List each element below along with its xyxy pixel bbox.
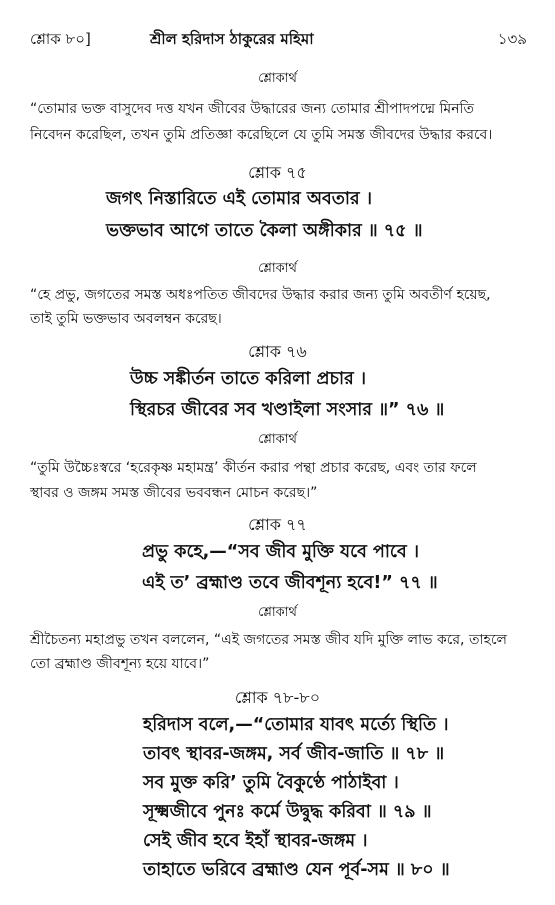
header-page-number: ১৩৯ bbox=[497, 30, 527, 48]
verse-label: শ্লোক ৭৫ bbox=[248, 163, 307, 182]
verse-line: সূক্ষ্মজীবে পুনঃ কর্মে উদ্বুদ্ধ করিবা ॥ ৭৯ ॥ bbox=[143, 802, 432, 822]
translation-label: শ্লোকার্থ bbox=[258, 71, 297, 86]
translation-line: তো ব্রহ্মাণ্ড জীবশূন্য হয়ে যাবে।” bbox=[30, 656, 210, 672]
verse-label: শ্লোক ৭৬ bbox=[248, 342, 307, 361]
translation-line: শ্রীচৈতন্য মহাপ্রভু তখন বললেন, “এই জগতের সমস্ত জীব যদি মুক্তি লাভ করে, তাহলে bbox=[30, 632, 507, 648]
translation-line: তাই তুমি ভক্তভাব অবলম্বন করেছ। bbox=[30, 311, 222, 327]
translation-line: “তোমার ভক্ত বাসুদেব দত্ত যখন জীবের উদ্ধারের জন্য তোমার শ্রীপাদপদ্মে মিনতি bbox=[30, 101, 475, 117]
verse-line: ভক্তভাব আগে তাতে কৈলা অঙ্গীকার ॥ ৭৫ ॥ bbox=[106, 221, 423, 241]
verse-line: হরিদাস বলে,—“তোমার যাবৎ মর্ত্যে স্থিতি । bbox=[143, 715, 449, 735]
verse-line: স্থিরচর জীবের সব খণ্ডাইলা সংসার ॥” ৭৬ ॥ bbox=[130, 400, 445, 420]
translation-line: নিবেদন করেছিল, তখন তুমি প্রতিজ্ঞা করেছিলে যে তুমি সমস্ত জীবদের উদ্ধার করবে। bbox=[30, 127, 493, 143]
verse-label: শ্লোক ৭৮-৮০ bbox=[234, 688, 321, 707]
header-verse-ref: শ্লোক ৮০] bbox=[30, 30, 91, 48]
verse-line: এই ত’ ব্রহ্মাণ্ড তবে জীবশূন্য হবে!” ৭৭ ॥ bbox=[142, 573, 438, 593]
verse-line: তাবৎ স্থাবর-জঙ্গম, সর্ব জীব-জাতি ॥ ৭৮ ॥ bbox=[143, 744, 445, 764]
verse-line: জগৎ নিস্তারিতে এই তোমার অবতার । bbox=[106, 189, 372, 209]
translation-label: শ্লোকার্থ bbox=[258, 432, 297, 447]
translation-label: শ্লোকার্থ bbox=[258, 261, 297, 276]
verse-line: তাহাতে ভরিবে ব্রহ্মাণ্ড যেন পূর্ব-সম ॥ ৮০ ॥ bbox=[143, 860, 450, 880]
translation-line: “তুমি উচ্চৈঃস্বরে ‘হরেকৃষ্ণ মহামন্ত্র’ কীর্তন করার পন্থা প্রচার করেছ, এবং তার ফলে bbox=[30, 460, 477, 476]
header-chapter-title: শ্রীল হরিদাস ঠাকুরের মহিমা bbox=[150, 30, 314, 48]
translation-line: “হে প্রভু, জগতের সমস্ত অধঃপতিত জীবদের উদ্ধার করার জন্য তুমি অবতীর্ণ হয়েছ, bbox=[30, 287, 491, 303]
verse-line: প্রভু কহে,—“সব জীব মুক্তি যবে পাবে । bbox=[142, 542, 420, 562]
verse-line: উচ্চ সঙ্কীর্তন তাতে করিলা প্রচার । bbox=[130, 369, 367, 389]
verse-line: সব মুক্ত করি’ তুমি বৈকুণ্ঠে পাঠাইবা । bbox=[143, 773, 399, 793]
verse-line: সেই জীব হবে ইহাঁ স্থাবর-জঙ্গম । bbox=[143, 831, 368, 851]
translation-label: শ্লোকার্থ bbox=[258, 605, 297, 620]
translation-line: স্থাবর ও জঙ্গম সমস্ত জীবের ভববন্ধন মোচন করেছ।” bbox=[30, 485, 318, 501]
verse-label: শ্লোক ৭৭ bbox=[248, 515, 307, 534]
